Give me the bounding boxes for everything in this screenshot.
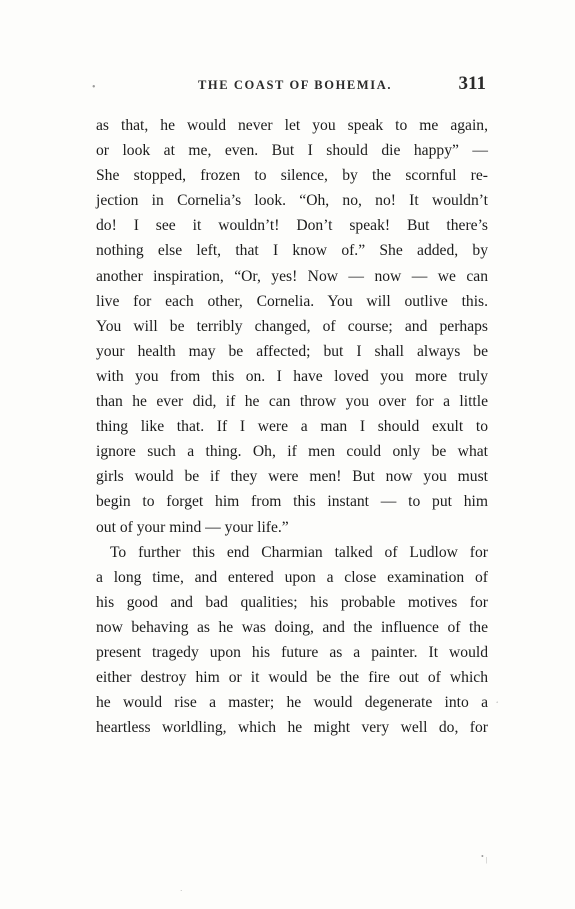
text-line: your health may be affected; but I shall always be [96,342,488,360]
paragraph-start-line: To further this end Charmian talked of Ludlow for [110,543,488,561]
text-line: now behaving as he was doing, and the influence of the [96,618,488,636]
body-text [96,113,488,740]
text-line: he would rise a master; he would degenerate into a [96,694,488,712]
stray-mark: | [486,856,488,864]
stray-mark: • [92,82,96,93]
text-line: or look at me, even. But I should die happy” — [96,142,488,160]
text-line: present tragedy upon his future as a painter. It would [96,643,488,661]
stray-mark: · [180,887,183,895]
text-line: live for each other, Cornelia. You will outlive this. [96,292,488,310]
text-line: ignore such a thing. Oh, if men could only be what [96,443,488,461]
text-line: either destroy him or it would be the fire out of which [96,669,488,687]
text-line: nothing else left, that I know of.” She added, by [96,242,488,260]
text-line: as that, he would never let you speak to me again, [96,117,488,134]
text-line: with you from this on. I have loved you more truly [96,367,488,385]
text-line: thing like that. If I were a man I should exult to [96,418,488,436]
text-line: than he ever did, if he can throw you over for a little [96,393,488,411]
text-line: heartless worldling, which he might very well do, for [96,719,488,737]
page-number: 311 [458,73,486,94]
text-line: begin to forget him from this instant — to put him [96,493,488,511]
text-line: girls would be if they were men! But now you must [96,468,488,486]
text-line: She stopped, frozen to silence, by the scornful re- [96,167,488,185]
page-header [98,75,486,97]
text-line: a long time, and entered upon a close examination of [96,568,488,586]
text-line: another inspiration, “Or, yes! Now — now — we can [96,267,488,285]
text-line: You will be terribly changed, of course; and perhaps [96,317,488,335]
running-head: THE COAST OF BOHEMIA. [198,78,393,92]
text-line: do! I see it wouldn’t! Don’t speak! But there’s [96,217,488,235]
text-line: out of your mind — your life.” [96,518,289,536]
stray-mark: • [481,852,484,861]
text-line: his good and bad qualities; his probable motives for [96,593,488,611]
text-line: jection in Cornelia’s look. “Oh, no, no! It wouldn’t [96,192,488,210]
stray-mark: ‘ [496,700,499,708]
